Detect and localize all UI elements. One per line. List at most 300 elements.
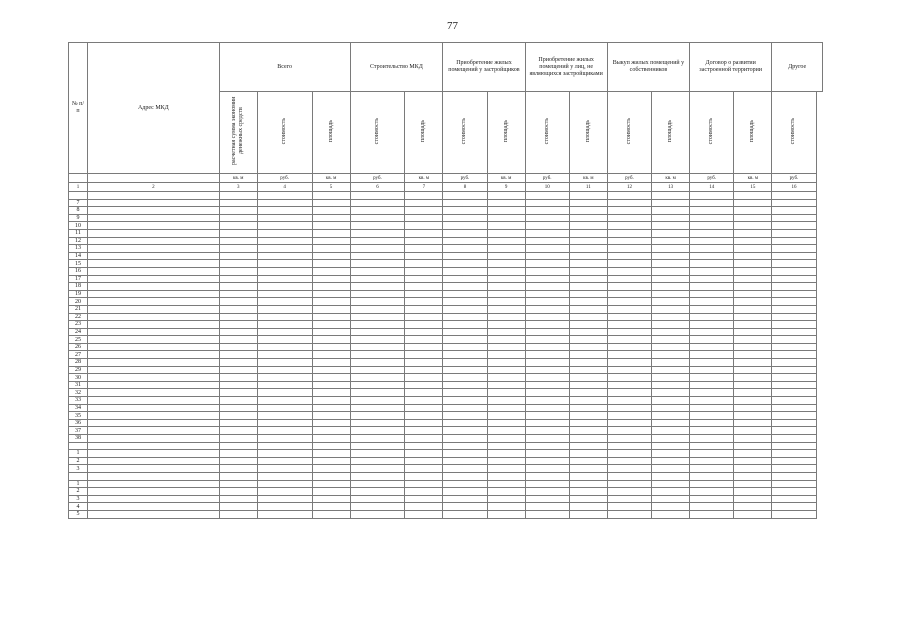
row-value (690, 321, 734, 329)
row-seq: 2 (69, 457, 88, 465)
row-value (443, 305, 487, 313)
row-value (734, 229, 772, 237)
row-address (87, 290, 219, 298)
row-value (569, 450, 607, 458)
row-value (257, 214, 312, 222)
row-value (405, 457, 443, 465)
row-value (525, 207, 569, 215)
row-value (405, 275, 443, 283)
column-index-cell: 12 (607, 183, 651, 192)
row-value (219, 465, 257, 473)
row-value (443, 419, 487, 427)
row-value (405, 343, 443, 351)
row-address (87, 237, 219, 245)
row-value (219, 488, 257, 496)
row-value (525, 412, 569, 420)
row-value (569, 495, 607, 503)
row-value (312, 305, 350, 313)
row-value (525, 283, 569, 291)
row-value (525, 252, 569, 260)
row-value (734, 199, 772, 207)
header-sub: площадь (487, 92, 525, 174)
row-value (257, 252, 312, 260)
row-seq: 35 (69, 412, 88, 420)
row-value (607, 419, 651, 427)
row-value (734, 412, 772, 420)
row-value (219, 510, 257, 518)
row-value (690, 419, 734, 427)
row-value (607, 283, 651, 291)
row-value (690, 488, 734, 496)
row-value (443, 488, 487, 496)
row-value (405, 427, 443, 435)
row-value (652, 267, 690, 275)
row-value (607, 199, 651, 207)
row-value (405, 199, 443, 207)
row-value (772, 343, 816, 351)
row-value (569, 488, 607, 496)
row-value (312, 435, 350, 443)
row-value (569, 457, 607, 465)
row-value (219, 397, 257, 405)
unit-cell (87, 174, 219, 183)
row-value (219, 321, 257, 329)
row-value (652, 336, 690, 344)
table-body (69, 192, 823, 519)
row-value (772, 389, 816, 397)
row-value (312, 480, 350, 488)
row-value (525, 298, 569, 306)
row-value (405, 305, 443, 313)
row-value (734, 480, 772, 488)
row-value (607, 222, 651, 230)
table-row (69, 359, 823, 367)
row-value (443, 321, 487, 329)
header-sub-savings: расчетная сумма экономии денежных средств (219, 92, 257, 174)
row-value (487, 192, 525, 200)
row-value (312, 381, 350, 389)
row-address (87, 465, 219, 473)
row-value (690, 412, 734, 420)
row-value (312, 389, 350, 397)
row-value (690, 207, 734, 215)
row-value (690, 442, 734, 450)
row-value (257, 442, 312, 450)
row-value (405, 495, 443, 503)
row-value (443, 222, 487, 230)
row-value (312, 495, 350, 503)
header-group-construction: Строительство МКД (350, 43, 443, 92)
column-index-cell: 10 (525, 183, 569, 192)
row-value (257, 207, 312, 215)
row-value (350, 503, 405, 511)
row-value (607, 260, 651, 268)
row-address (87, 442, 219, 450)
row-value (569, 336, 607, 344)
row-value (443, 229, 487, 237)
row-value (405, 412, 443, 420)
row-value (772, 328, 816, 336)
row-value (219, 222, 257, 230)
row-value (219, 252, 257, 260)
row-value (525, 313, 569, 321)
row-value (607, 427, 651, 435)
table-row (69, 351, 823, 359)
row-value (569, 435, 607, 443)
row-value (652, 359, 690, 367)
row-value (487, 336, 525, 344)
row-value (569, 229, 607, 237)
row-value (312, 283, 350, 291)
row-value (219, 419, 257, 427)
row-value (734, 495, 772, 503)
row-address (87, 214, 219, 222)
row-value (607, 328, 651, 336)
row-value (405, 366, 443, 374)
row-value (569, 192, 607, 200)
row-value (487, 214, 525, 222)
row-value (690, 229, 734, 237)
row-value (569, 321, 607, 329)
row-value (312, 374, 350, 382)
row-value (219, 404, 257, 412)
row-value (443, 245, 487, 253)
row-value (312, 412, 350, 420)
row-value (525, 245, 569, 253)
row-value (652, 397, 690, 405)
row-value (219, 192, 257, 200)
unit-cell: кв. м (487, 174, 525, 183)
row-value (219, 267, 257, 275)
row-value (405, 207, 443, 215)
row-value (350, 260, 405, 268)
row-value (257, 192, 312, 200)
table-row (69, 267, 823, 275)
unit-cell: руб. (525, 174, 569, 183)
row-seq: 14 (69, 252, 88, 260)
row-value (569, 381, 607, 389)
row-value (772, 267, 816, 275)
row-value (312, 419, 350, 427)
row-value (734, 192, 772, 200)
table-row (69, 252, 823, 260)
row-value (734, 290, 772, 298)
row-value (257, 313, 312, 321)
row-value (569, 275, 607, 283)
row-value (219, 328, 257, 336)
row-value (525, 336, 569, 344)
row-address (87, 207, 219, 215)
row-seq: 37 (69, 427, 88, 435)
column-index-cell: 8 (443, 183, 487, 192)
row-address (87, 495, 219, 503)
row-value (443, 207, 487, 215)
row-value (607, 389, 651, 397)
row-value (734, 488, 772, 496)
row-value (405, 510, 443, 518)
row-value (525, 260, 569, 268)
row-value (405, 381, 443, 389)
table-row (69, 343, 823, 351)
row-value (405, 351, 443, 359)
row-value (405, 472, 443, 480)
row-value (487, 260, 525, 268)
row-value (734, 465, 772, 473)
row-value (690, 252, 734, 260)
header-sub: стоимость (443, 92, 487, 174)
table-row (69, 214, 823, 222)
row-value (257, 298, 312, 306)
row-value (257, 275, 312, 283)
row-value (257, 450, 312, 458)
table-row (69, 305, 823, 313)
row-value (525, 328, 569, 336)
row-value (443, 328, 487, 336)
row-value (652, 472, 690, 480)
column-index-cell: 5 (312, 183, 350, 192)
row-value (219, 457, 257, 465)
row-value (772, 321, 816, 329)
row-value (734, 435, 772, 443)
row-value (350, 192, 405, 200)
row-value (350, 321, 405, 329)
row-value (443, 237, 487, 245)
row-value (257, 199, 312, 207)
row-value (690, 199, 734, 207)
row-value (607, 397, 651, 405)
row-value (690, 366, 734, 374)
row-value (734, 472, 772, 480)
column-index-cell: 15 (734, 183, 772, 192)
row-value (443, 510, 487, 518)
row-value (690, 389, 734, 397)
row-value (350, 412, 405, 420)
row-value (652, 488, 690, 496)
row-value (652, 275, 690, 283)
row-value (350, 328, 405, 336)
row-value (443, 336, 487, 344)
row-address (87, 503, 219, 511)
row-seq: 1 (69, 480, 88, 488)
row-seq: 31 (69, 381, 88, 389)
row-address (87, 389, 219, 397)
row-address (87, 427, 219, 435)
header-sub: площадь (734, 92, 772, 174)
row-value (652, 510, 690, 518)
row-value (257, 381, 312, 389)
table-row (69, 328, 823, 336)
row-value (350, 267, 405, 275)
row-address (87, 305, 219, 313)
table-row (69, 480, 823, 488)
row-value (257, 374, 312, 382)
row-value (257, 336, 312, 344)
row-value (569, 290, 607, 298)
row-value (569, 472, 607, 480)
row-value (525, 503, 569, 511)
row-value (257, 283, 312, 291)
row-value (569, 328, 607, 336)
row-seq: 4 (69, 503, 88, 511)
row-value (257, 389, 312, 397)
column-index-cell: 6 (350, 183, 405, 192)
header-index-row (69, 183, 823, 192)
row-seq: 34 (69, 404, 88, 412)
row-value (607, 450, 651, 458)
row-value (312, 336, 350, 344)
row-value (487, 229, 525, 237)
column-index-cell: 4 (257, 183, 312, 192)
table-row (69, 313, 823, 321)
row-value (690, 457, 734, 465)
row-value (219, 374, 257, 382)
row-value (569, 245, 607, 253)
row-value (312, 199, 350, 207)
row-value (257, 457, 312, 465)
row-value (569, 237, 607, 245)
row-value (312, 351, 350, 359)
row-value (405, 252, 443, 260)
table-row (69, 298, 823, 306)
table-header (69, 43, 823, 192)
row-value (443, 495, 487, 503)
row-value (312, 442, 350, 450)
row-value (487, 457, 525, 465)
row-value (405, 237, 443, 245)
row-value (652, 252, 690, 260)
row-value (772, 472, 816, 480)
column-index-cell: 9 (487, 183, 525, 192)
row-value (312, 298, 350, 306)
row-value (405, 245, 443, 253)
row-address (87, 260, 219, 268)
row-value (405, 404, 443, 412)
row-value (350, 351, 405, 359)
row-value (734, 351, 772, 359)
header-group-total: Всего (219, 43, 350, 92)
row-value (734, 207, 772, 215)
row-value (569, 305, 607, 313)
table-row (69, 207, 823, 215)
row-value (350, 290, 405, 298)
row-value (569, 199, 607, 207)
row-value (487, 267, 525, 275)
row-value (772, 252, 816, 260)
row-value (312, 465, 350, 473)
unit-cell: кв. м (569, 174, 607, 183)
row-value (443, 343, 487, 351)
row-value (350, 465, 405, 473)
table-row (69, 472, 823, 480)
unit-cell: руб. (257, 174, 312, 183)
header-sub: стоимость (525, 92, 569, 174)
row-value (607, 305, 651, 313)
row-value (734, 260, 772, 268)
row-seq: 13 (69, 245, 88, 253)
row-address (87, 374, 219, 382)
row-value (443, 252, 487, 260)
row-value (443, 397, 487, 405)
row-value (487, 275, 525, 283)
page-number: 77 (447, 20, 458, 32)
row-value (312, 488, 350, 496)
row-value (525, 343, 569, 351)
row-value (219, 305, 257, 313)
column-index-cell: 7 (405, 183, 443, 192)
row-value (487, 427, 525, 435)
column-index-cell: 11 (569, 183, 607, 192)
row-value (569, 465, 607, 473)
header-sub: стоимость (772, 92, 816, 174)
row-value (607, 252, 651, 260)
row-seq: 22 (69, 313, 88, 321)
row-value (772, 359, 816, 367)
header-group-other: Другое (772, 43, 823, 92)
row-value (690, 267, 734, 275)
row-value (525, 510, 569, 518)
header-group-owners: Выкуп жилых помещений у собственников (607, 43, 689, 92)
row-value (607, 472, 651, 480)
row-value (219, 207, 257, 215)
row-seq: 29 (69, 366, 88, 374)
row-value (569, 442, 607, 450)
row-value (219, 290, 257, 298)
row-value (350, 397, 405, 405)
row-value (525, 457, 569, 465)
row-value (487, 404, 525, 412)
row-value (734, 267, 772, 275)
row-value (487, 488, 525, 496)
row-value (350, 450, 405, 458)
row-value (690, 305, 734, 313)
row-seq: 11 (69, 229, 88, 237)
row-value (734, 419, 772, 427)
row-value (772, 488, 816, 496)
row-seq: 18 (69, 283, 88, 291)
row-value (257, 488, 312, 496)
table-row (69, 488, 823, 496)
row-value (350, 495, 405, 503)
table-row (69, 321, 823, 329)
row-value (257, 222, 312, 230)
row-value (772, 313, 816, 321)
row-value (734, 404, 772, 412)
row-value (257, 427, 312, 435)
row-value (219, 427, 257, 435)
unit-cell: кв. м (312, 174, 350, 183)
row-value (443, 457, 487, 465)
row-value (525, 442, 569, 450)
row-value (443, 381, 487, 389)
row-value (350, 442, 405, 450)
row-value (443, 427, 487, 435)
row-seq: 19 (69, 290, 88, 298)
row-address (87, 336, 219, 344)
row-value (487, 199, 525, 207)
row-value (219, 245, 257, 253)
row-value (525, 275, 569, 283)
row-value (525, 465, 569, 473)
row-value (652, 404, 690, 412)
row-value (690, 480, 734, 488)
row-value (772, 457, 816, 465)
row-address (87, 435, 219, 443)
row-value (607, 480, 651, 488)
row-value (734, 214, 772, 222)
row-seq: 30 (69, 374, 88, 382)
row-value (734, 381, 772, 389)
row-value (312, 510, 350, 518)
